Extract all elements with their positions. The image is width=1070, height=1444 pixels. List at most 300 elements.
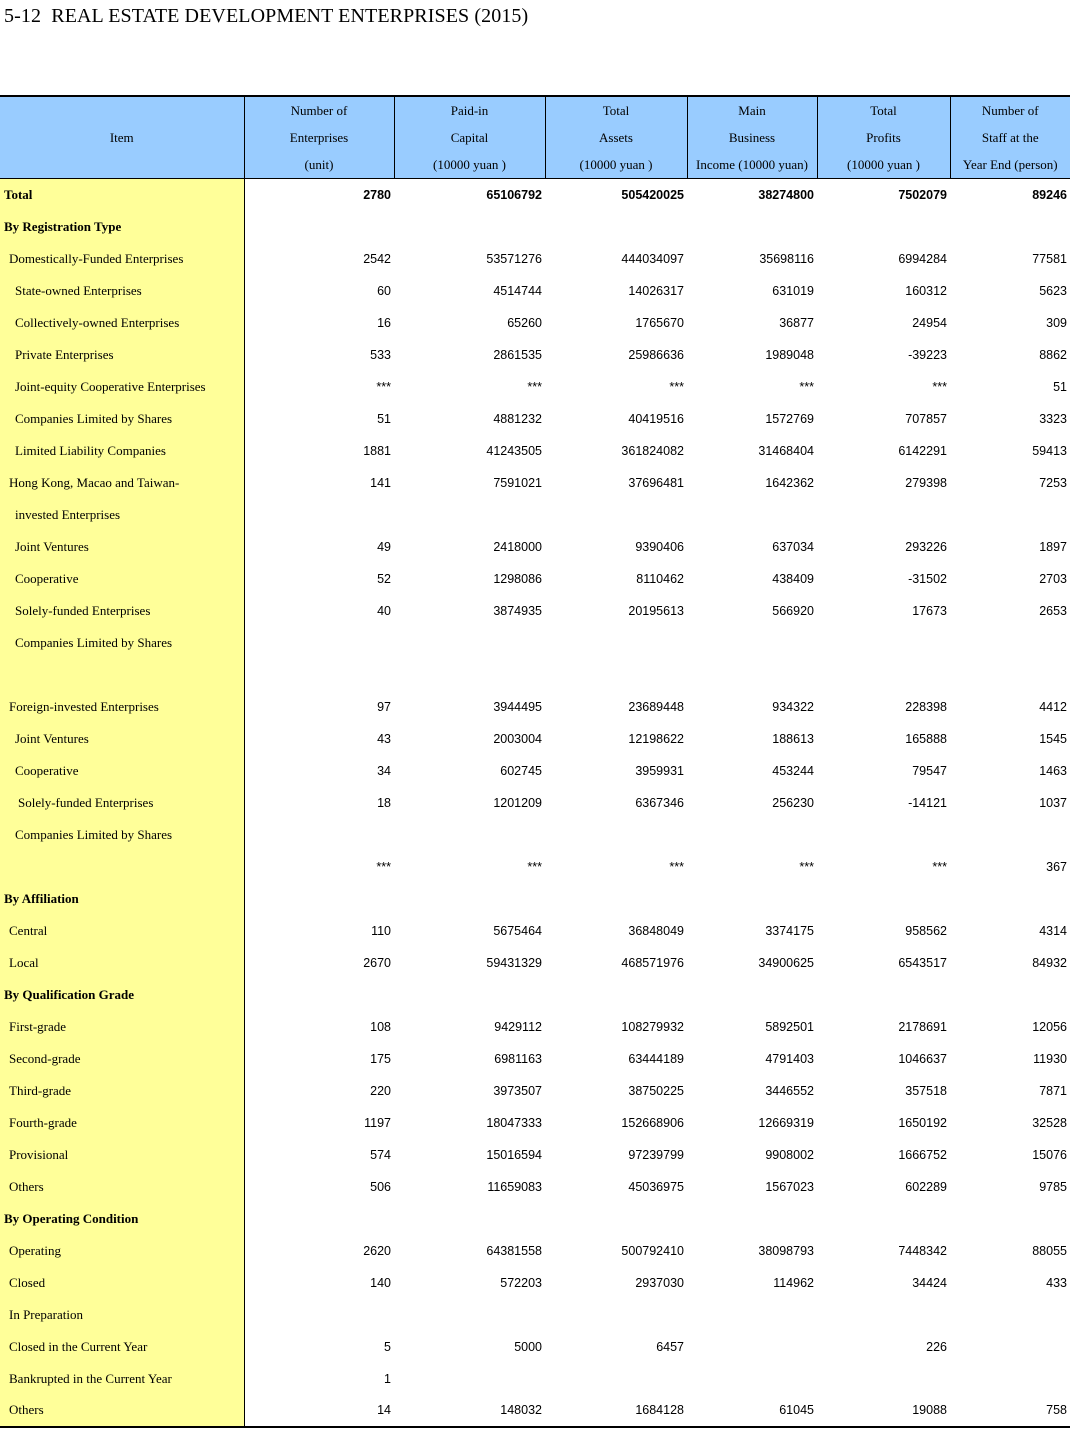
section-header-row (0, 211, 1070, 243)
value-cell: 438409 (772, 571, 814, 586)
value-cell (817, 627, 950, 659)
table-row (0, 851, 1070, 883)
value-cell (687, 499, 817, 531)
value-cell: 4791403 (765, 1051, 814, 1066)
row-label: Joint Ventures (0, 723, 244, 755)
value-cell: 20195613 (628, 603, 684, 618)
value-cell: 256230 (772, 795, 814, 810)
table-row (0, 723, 1070, 755)
value-cell: 9785 (1039, 1179, 1067, 1194)
value-cell: 4881232 (493, 411, 542, 426)
value-cell (687, 1363, 817, 1395)
value-cell: 566920 (772, 603, 814, 618)
value-cell: 32528 (1032, 1115, 1067, 1130)
value-cell: 758 (950, 1395, 1070, 1427)
value-cell: 1650192 (898, 1115, 947, 1130)
value-cell: 59431329 (486, 955, 542, 970)
value-cell: 631019 (772, 283, 814, 298)
value-cell: 367 (1046, 859, 1067, 874)
table-row (0, 819, 1070, 851)
value-cell: 25986636 (628, 347, 684, 362)
value-cell: 602289 (905, 1179, 947, 1194)
value-cell (244, 1299, 394, 1331)
row-label: Companies Limited by Shares (0, 403, 244, 435)
value-cell: 3323 (1039, 411, 1067, 426)
value-cell: 1298086 (493, 571, 542, 586)
value-cell (817, 883, 950, 915)
value-cell: 444034097 (621, 251, 684, 266)
value-cell: 1642362 (765, 475, 814, 490)
value-cell (950, 819, 1070, 851)
value-cell: 11930 (1033, 1051, 1067, 1066)
value-cell (545, 819, 687, 851)
column-header-line: (10000 yuan ) (433, 157, 506, 172)
value-cell (545, 883, 687, 915)
value-cell: 6367346 (635, 795, 684, 810)
value-cell: 64381558 (486, 1243, 542, 1258)
value-cell: 110 (371, 923, 391, 938)
value-cell: *** (527, 379, 542, 394)
value-cell: 6981163 (494, 1051, 542, 1066)
value-cell (244, 211, 394, 243)
row-label: Total (0, 179, 244, 211)
value-cell: 6543517 (898, 955, 947, 970)
value-cell: 357518 (905, 1083, 947, 1098)
table-row (0, 1171, 1070, 1203)
value-cell: 572203 (500, 1275, 542, 1290)
value-cell: 309 (1046, 315, 1067, 330)
column-header-line: Capital (450, 130, 489, 145)
row-label: Third-grade (0, 1075, 244, 1107)
value-cell (394, 979, 545, 1011)
value-cell (950, 1299, 1070, 1331)
value-cell: *** (376, 859, 391, 874)
row-label: State-owned Enterprises (0, 275, 244, 307)
value-cell: 12669319 (758, 1115, 814, 1130)
column-header-line: Total (870, 103, 897, 118)
value-cell: 2620 (363, 1243, 391, 1258)
value-cell: 1765670 (635, 315, 684, 330)
value-cell: 6142291 (898, 443, 947, 458)
table-row (0, 563, 1070, 595)
value-cell: 165888 (905, 731, 947, 746)
value-cell: 141 (370, 475, 391, 490)
column-header-line: Income (10000 yuan) (696, 157, 808, 172)
value-cell: 51 (1053, 379, 1067, 394)
section-header-row (0, 883, 1070, 915)
row-label: Closed in the Current Year (0, 1331, 244, 1363)
value-cell: 49 (377, 539, 391, 554)
value-cell: 1037 (1039, 795, 1067, 810)
table-row (0, 499, 1070, 531)
value-cell: 1545 (1039, 731, 1067, 746)
column-header (0, 96, 244, 179)
value-cell: 500792410 (621, 1243, 684, 1258)
value-cell: 23689448 (628, 699, 684, 714)
value-cell: 2003004 (493, 731, 542, 746)
value-cell (950, 1363, 1070, 1395)
value-cell: *** (932, 379, 947, 394)
value-cell: 934322 (772, 699, 814, 714)
row-label: Joint Ventures (0, 531, 244, 563)
row-label: Cooperative (0, 755, 244, 787)
value-cell: 1197 (364, 1115, 391, 1130)
real-estate-table (0, 95, 1070, 1428)
value-cell: 12056 (1032, 1019, 1067, 1034)
value-cell: 5675464 (493, 923, 542, 938)
row-label: invested Enterprises (0, 499, 244, 531)
value-cell: 453244 (772, 763, 814, 778)
value-cell (545, 1203, 687, 1235)
value-cell: 38098793 (758, 1243, 814, 1258)
value-cell: 3446552 (765, 1083, 814, 1098)
row-label: Central (0, 915, 244, 947)
value-cell: 17673 (912, 603, 947, 618)
column-header (817, 96, 950, 179)
value-cell (244, 627, 394, 659)
value-cell (394, 819, 545, 851)
table-body (0, 179, 1070, 1427)
row-label: Companies Limited by Shares (0, 819, 244, 851)
value-cell: *** (376, 379, 391, 394)
value-cell (817, 211, 950, 243)
value-cell: -39223 (908, 347, 947, 362)
column-header-line: Profits (866, 130, 901, 145)
table-row (0, 1363, 1070, 1395)
value-cell (394, 659, 545, 691)
value-cell (545, 659, 687, 691)
value-cell (545, 1299, 687, 1331)
table-row (0, 275, 1070, 307)
column-header-line: Assets (599, 130, 633, 145)
column-header (950, 96, 1070, 179)
value-cell (394, 627, 545, 659)
value-cell: 14026317 (628, 283, 684, 298)
row-label: Others (0, 1395, 244, 1427)
value-cell (687, 211, 817, 243)
section-header-row (0, 1203, 1070, 1235)
row-label: Companies Limited by Shares (0, 627, 244, 659)
value-cell: 38750225 (628, 1083, 684, 1098)
column-header-line: Paid-in (450, 103, 489, 118)
value-cell: 506 (370, 1179, 391, 1194)
value-cell: 140 (370, 1275, 391, 1290)
table-row (0, 1235, 1070, 1267)
row-label: Limited Liability Companies (0, 435, 244, 467)
value-cell: 3944495 (493, 699, 542, 714)
column-header-line: Business (728, 130, 776, 145)
value-cell: 65106792 (486, 187, 542, 202)
value-cell: 3374175 (765, 923, 814, 938)
value-cell: 52 (377, 571, 391, 586)
value-cell: 293226 (905, 539, 947, 554)
value-cell: 45036975 (628, 1179, 684, 1194)
value-cell: 35698116 (759, 251, 814, 266)
value-cell (545, 979, 687, 1011)
table-row (0, 1075, 1070, 1107)
value-cell: 5 (384, 1339, 391, 1354)
value-cell: 14 (244, 1395, 394, 1427)
row-label: Local (0, 947, 244, 979)
row-label: Private Enterprises (0, 339, 244, 371)
value-cell: *** (527, 859, 542, 874)
value-cell: *** (669, 379, 684, 394)
value-cell: -31502 (908, 571, 947, 586)
table-row (0, 1011, 1070, 1043)
value-cell (950, 883, 1070, 915)
table-row (0, 755, 1070, 787)
value-cell: 279398 (905, 475, 947, 490)
value-cell (950, 1203, 1070, 1235)
table-row (0, 435, 1070, 467)
column-header-line: (10000 yuan ) (579, 157, 653, 172)
row-label: Collectively-owned Enterprises (0, 307, 244, 339)
value-cell: 7591021 (493, 475, 542, 490)
value-cell: 19088 (817, 1395, 950, 1427)
value-cell (817, 1299, 950, 1331)
column-header-line: Enterprises (289, 130, 349, 145)
value-cell: 1897 (1039, 539, 1067, 554)
value-cell: 60 (377, 283, 391, 298)
row-label: In Preparation (0, 1299, 244, 1331)
value-cell: 59413 (1032, 443, 1067, 458)
value-cell (950, 211, 1070, 243)
table-row (0, 915, 1070, 947)
value-cell (687, 883, 817, 915)
table-row (0, 467, 1070, 499)
value-cell: 707857 (905, 411, 947, 426)
value-cell: 2178691 (898, 1019, 947, 1034)
value-cell (394, 211, 545, 243)
value-cell: 97 (377, 699, 391, 714)
value-cell: 4412 (1039, 699, 1067, 714)
value-cell (950, 979, 1070, 1011)
value-cell: 5892501 (765, 1019, 814, 1034)
row-label: Others (0, 1171, 244, 1203)
value-cell: 51 (377, 411, 391, 426)
value-cell: 637034 (772, 539, 814, 554)
value-cell: 2861535 (493, 347, 542, 362)
value-cell: 361824082 (621, 443, 684, 458)
table-row (0, 1331, 1070, 1363)
row-label (0, 659, 244, 691)
row-label: Joint-equity Cooperative Enterprises (0, 371, 244, 403)
value-cell: 433 (1046, 1275, 1067, 1290)
value-cell: 37696481 (628, 475, 684, 490)
table-row (0, 1139, 1070, 1171)
table-row (0, 1299, 1070, 1331)
value-cell: 574 (370, 1147, 391, 1162)
value-cell: 2937030 (635, 1275, 684, 1290)
value-cell: 18 (377, 795, 391, 810)
value-cell (244, 659, 394, 691)
row-label: Fourth-grade (0, 1107, 244, 1139)
value-cell: 15076 (1032, 1147, 1067, 1162)
value-cell: 3874935 (493, 603, 542, 618)
value-cell (545, 499, 687, 531)
value-cell (244, 883, 394, 915)
value-cell: 108279932 (621, 1019, 684, 1034)
column-header-line: Year End (person) (962, 157, 1058, 172)
table-row (0, 1043, 1070, 1075)
value-cell: 61045 (687, 1395, 817, 1427)
value-cell (687, 979, 817, 1011)
value-cell (687, 1203, 817, 1235)
column-header (687, 96, 817, 179)
row-label: Solely-funded Enterprises (0, 595, 244, 627)
row-label: Bankrupted in the Current Year (0, 1363, 244, 1395)
value-cell: 1567023 (765, 1179, 814, 1194)
value-cell: 63444189 (628, 1051, 684, 1066)
row-label: Hong Kong, Macao and Taiwan- (0, 467, 244, 499)
column-header-line: Main (738, 103, 766, 118)
value-cell (244, 499, 394, 531)
value-cell: 24954 (912, 315, 947, 330)
value-cell: 226 (926, 1339, 947, 1354)
row-label: Second-grade (0, 1043, 244, 1075)
table-row (0, 1267, 1070, 1299)
column-header (394, 96, 545, 179)
value-cell (950, 499, 1070, 531)
table-row (0, 659, 1070, 691)
value-cell: 36877 (779, 315, 814, 330)
value-cell: 3973507 (493, 1083, 542, 1098)
page-title: 5-12 REAL ESTATE DEVELOPMENT ENTERPRISES (2015) (4, 5, 529, 27)
row-label: Provisional (0, 1139, 244, 1171)
value-cell: 533 (370, 347, 391, 362)
value-cell: 5000 (514, 1339, 542, 1354)
section-header-row (0, 979, 1070, 1011)
value-cell: 40419516 (628, 411, 684, 426)
row-label: By Affiliation (0, 883, 244, 915)
value-cell: 84932 (1032, 955, 1067, 970)
value-cell: 11659083 (487, 1179, 542, 1194)
value-cell: 1046637 (898, 1051, 947, 1066)
column-header-line: Staff at the (981, 130, 1039, 145)
value-cell: 89246 (1032, 187, 1067, 202)
value-cell (817, 1363, 950, 1395)
row-label: By Qualification Grade (0, 979, 244, 1011)
header-row (0, 96, 1070, 179)
value-cell (687, 819, 817, 851)
value-cell: 65260 (507, 315, 542, 330)
value-cell (950, 659, 1070, 691)
table-row (0, 1107, 1070, 1139)
total-row (0, 179, 1070, 211)
value-cell (817, 1203, 950, 1235)
value-cell: 79547 (912, 763, 947, 778)
value-cell: 160312 (905, 283, 947, 298)
value-cell: 228398 (905, 699, 947, 714)
value-cell (545, 1363, 687, 1395)
value-cell: 40 (377, 603, 391, 618)
value-cell: 175 (370, 1051, 391, 1066)
value-cell: 9429112 (494, 1019, 542, 1034)
value-cell: 602745 (500, 763, 542, 778)
row-label: Foreign-invested Enterprises (0, 691, 244, 723)
value-cell: 4514744 (493, 283, 542, 298)
value-cell (687, 659, 817, 691)
value-cell (244, 979, 394, 1011)
value-cell: 1881 (363, 443, 391, 458)
row-label: Cooperative (0, 563, 244, 595)
value-cell (817, 659, 950, 691)
value-cell (394, 1203, 545, 1235)
value-cell (687, 627, 817, 659)
value-cell: 15016594 (486, 1147, 542, 1162)
value-cell: 188613 (772, 731, 814, 746)
value-cell: 77581 (1032, 251, 1067, 266)
value-cell: 43 (377, 731, 391, 746)
table-row (0, 531, 1070, 563)
table-row (0, 243, 1070, 275)
value-cell: 31468404 (758, 443, 814, 458)
value-cell: 114962 (773, 1275, 814, 1290)
column-header-line: (10000 yuan ) (847, 157, 920, 172)
row-label (0, 851, 244, 883)
value-cell: 2670 (363, 955, 391, 970)
value-cell: 16 (377, 315, 391, 330)
value-cell: 7253 (1039, 475, 1067, 490)
column-header-line: Total (602, 103, 630, 118)
row-label: Closed (0, 1267, 244, 1299)
value-cell (244, 1203, 394, 1235)
value-cell: 38274800 (758, 187, 814, 202)
value-cell: 5623 (1039, 283, 1067, 298)
value-cell (394, 883, 545, 915)
value-cell: 958562 (905, 923, 947, 938)
value-cell: 4314 (1039, 923, 1067, 938)
value-cell: 1 (384, 1371, 391, 1386)
value-cell: 7448342 (898, 1243, 947, 1258)
row-label: Solely-funded Enterprises (0, 787, 244, 819)
value-cell (817, 819, 950, 851)
statistics-table-container (0, 95, 1070, 1428)
column-header-line: Item (109, 130, 134, 145)
table-row (0, 307, 1070, 339)
value-cell (817, 979, 950, 1011)
value-cell: 2542 (363, 251, 391, 266)
value-cell (394, 499, 545, 531)
table-row (0, 371, 1070, 403)
table-header (0, 96, 1070, 179)
value-cell (950, 1331, 1070, 1363)
row-label: Operating (0, 1235, 244, 1267)
value-cell: 6457 (656, 1339, 684, 1354)
value-cell (394, 1299, 545, 1331)
row-label: By Operating Condition (0, 1203, 244, 1235)
value-cell: 2653 (1039, 603, 1067, 618)
value-cell: 1989048 (765, 347, 814, 362)
value-cell: 108 (370, 1019, 391, 1034)
value-cell: *** (669, 859, 684, 874)
value-cell: 34 (377, 763, 391, 778)
value-cell: 7502079 (898, 187, 947, 202)
table-row (0, 787, 1070, 819)
row-label: By Registration Type (0, 211, 244, 243)
value-cell: 6994284 (898, 251, 947, 266)
value-cell: 1572769 (765, 411, 814, 426)
value-cell: 2418000 (493, 539, 542, 554)
row-label: First-grade (0, 1011, 244, 1043)
value-cell: 8862 (1039, 347, 1067, 362)
value-cell: 9908002 (765, 1147, 814, 1162)
value-cell: 2703 (1039, 571, 1067, 586)
value-cell: 53571276 (486, 251, 542, 266)
value-cell: *** (932, 859, 947, 874)
value-cell: 505420025 (621, 187, 684, 202)
table-row (0, 595, 1070, 627)
